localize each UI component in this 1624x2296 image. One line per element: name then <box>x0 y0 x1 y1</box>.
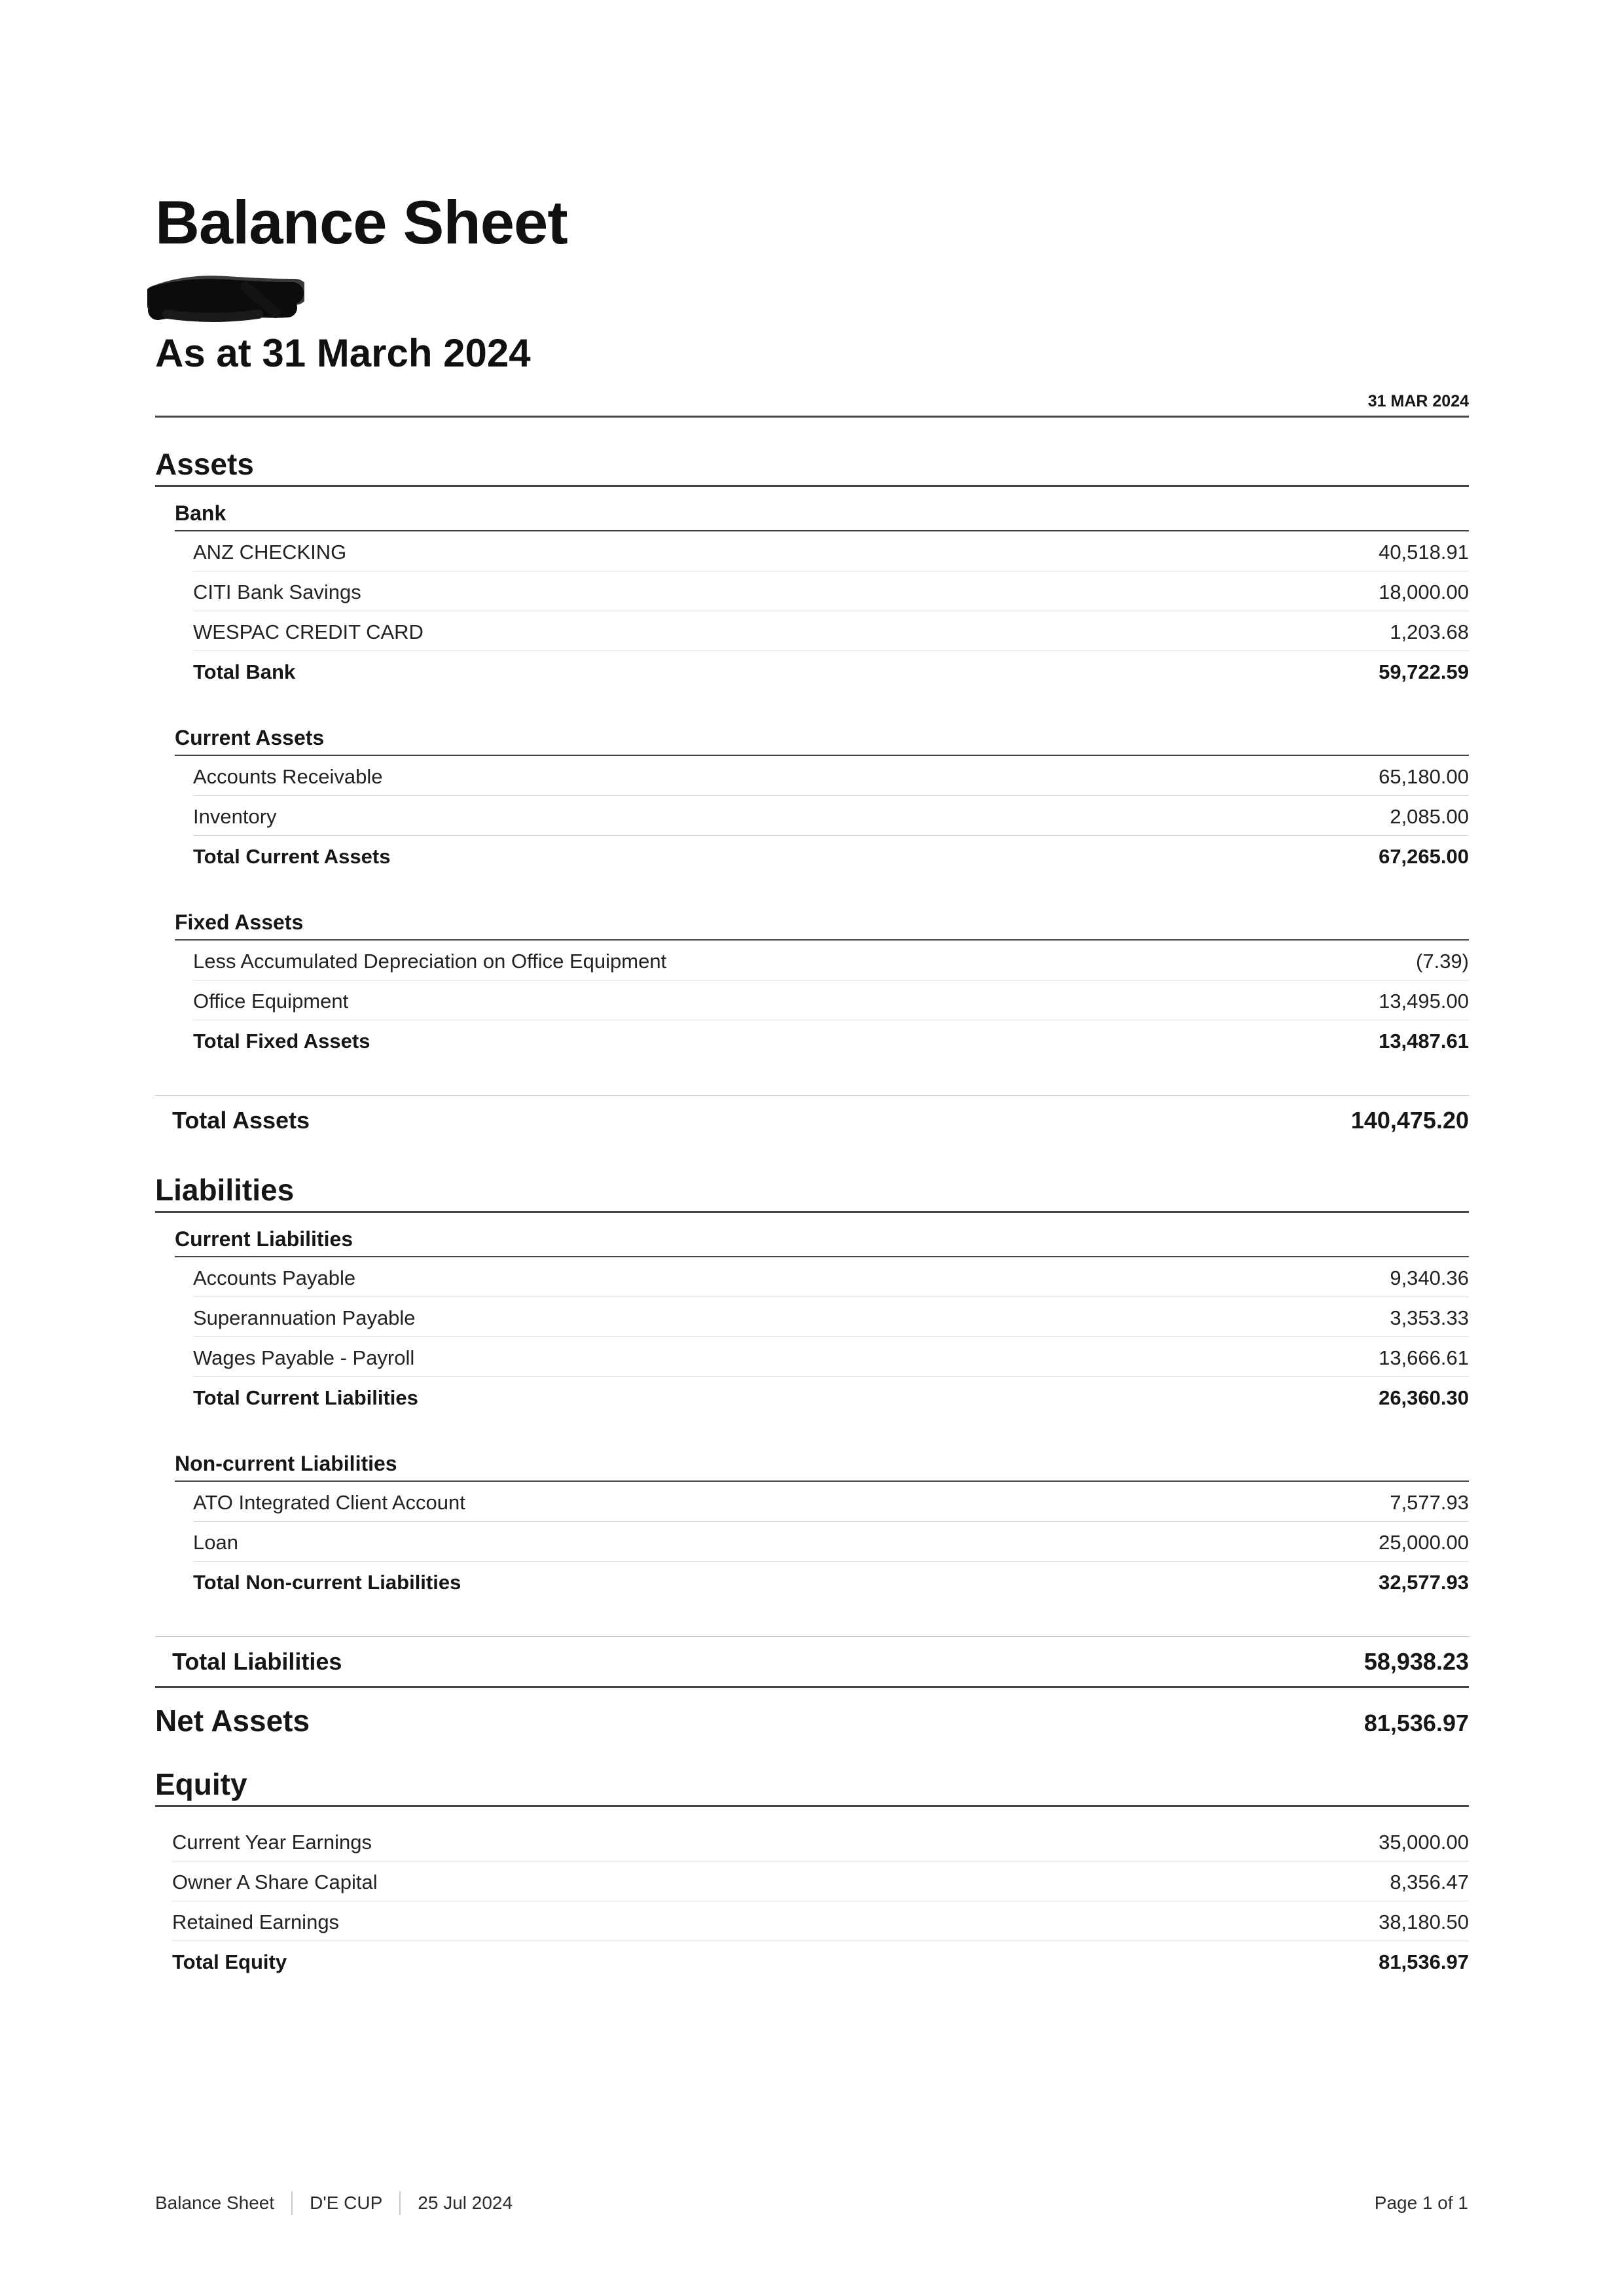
group-heading-bank: Bank <box>175 501 1469 531</box>
footer-date: 25 Jul 2024 <box>418 2193 513 2213</box>
footer-page-number: Page 1 of 1 <box>1374 2193 1468 2213</box>
report-title: Balance Sheet <box>155 188 568 257</box>
group-total-row <box>193 836 1469 875</box>
section-heading-liabilities: Liabilities <box>155 1174 1469 1213</box>
account-label: Wages Payable - Payroll <box>193 1346 415 1369</box>
account-row <box>193 1337 1469 1377</box>
account-label: Loan <box>193 1531 238 1554</box>
footer-report-name: Balance Sheet <box>155 2193 275 2213</box>
account-value: 7,577.93 <box>1390 1491 1469 1514</box>
group-heading-current-assets: Current Assets <box>175 726 1469 756</box>
account-value: 18,000.00 <box>1379 581 1469 603</box>
account-value: 2,085.00 <box>1390 805 1469 828</box>
account-value: 38,180.50 <box>1379 1910 1469 1933</box>
section-heading-assets: Assets <box>155 448 1469 487</box>
group-total-value: 32,577.93 <box>1379 1571 1469 1594</box>
account-label: ANZ CHECKING <box>193 541 347 564</box>
footer-company: D'E CUP <box>310 2193 383 2213</box>
page-footer <box>155 2191 1468 2215</box>
net-assets-value: 81,536.97 <box>1363 1710 1469 1736</box>
group-total-label: Total Current Liabilities <box>193 1386 418 1409</box>
total-equity-row <box>172 1941 1469 1981</box>
account-row <box>193 571 1469 611</box>
net-assets-label: Net Assets <box>155 1704 310 1738</box>
account-value: 25,000.00 <box>1379 1531 1469 1554</box>
account-row <box>193 1522 1469 1562</box>
section-liabilities <box>155 1174 1469 1685</box>
account-label: Current Year Earnings <box>172 1831 372 1854</box>
account-value: 3,353.33 <box>1390 1306 1469 1329</box>
account-value: 13,666.61 <box>1379 1346 1469 1369</box>
section-heading-equity: Equity <box>155 1768 1469 1807</box>
account-label: Superannuation Payable <box>193 1306 416 1329</box>
group-total-label: Total Equity <box>172 1950 287 1973</box>
account-row <box>193 756 1469 796</box>
account-row <box>193 531 1469 571</box>
group-non-current-liabilities <box>155 1452 1469 1601</box>
group-fixed-assets <box>155 910 1469 1060</box>
document-body <box>155 0 1469 2016</box>
account-value: (7.39) <box>1416 950 1469 973</box>
group-total-value: 67,265.00 <box>1379 845 1469 868</box>
account-label: Owner A Share Capital <box>172 1871 378 1893</box>
group-total-row <box>193 1020 1469 1060</box>
redacted-company-name <box>147 274 304 326</box>
group-total-row <box>193 1377 1469 1416</box>
section-equity <box>155 1768 1469 1981</box>
account-row <box>193 1257 1469 1297</box>
group-bank <box>155 501 1469 691</box>
total-liabilities-row <box>155 1636 1469 1685</box>
account-label: Accounts Payable <box>193 1266 356 1289</box>
account-value: 40,518.91 <box>1379 541 1469 564</box>
account-row <box>172 1861 1469 1901</box>
group-total-row <box>193 651 1469 691</box>
account-value: 8,356.47 <box>1390 1871 1469 1893</box>
section-total-value: 140,475.20 <box>1350 1107 1469 1134</box>
account-label: ATO Integrated Client Account <box>193 1491 465 1514</box>
group-total-value: 13,487.61 <box>1379 1030 1469 1052</box>
account-row <box>172 1821 1469 1861</box>
section-total-label: Total Liabilities <box>172 1648 342 1675</box>
group-heading-non-current-liabilities: Non-current Liabilities <box>175 1452 1469 1482</box>
account-value: 65,180.00 <box>1379 765 1469 788</box>
account-row <box>193 1297 1469 1337</box>
group-total-value: 59,722.59 <box>1379 660 1469 683</box>
group-total-value: 26,360.30 <box>1379 1386 1469 1409</box>
group-heading-current-liabilities: Current Liabilities <box>175 1227 1469 1257</box>
account-value: 13,495.00 <box>1379 990 1469 1013</box>
group-total-label: Total Bank <box>193 660 296 683</box>
report-subtitle: As at 31 March 2024 <box>155 331 531 375</box>
account-row <box>193 796 1469 836</box>
group-heading-fixed-assets: Fixed Assets <box>175 910 1469 941</box>
account-label: Office Equipment <box>193 990 349 1013</box>
account-label: Retained Earnings <box>172 1910 340 1933</box>
footer-separator <box>291 2191 293 2215</box>
account-value: 9,340.36 <box>1390 1266 1469 1289</box>
account-row <box>193 941 1469 980</box>
total-assets-row <box>155 1095 1469 1143</box>
account-label: WESPAC CREDIT CARD <box>193 620 424 643</box>
footer-left <box>155 2191 513 2215</box>
account-row <box>193 980 1469 1020</box>
group-current-assets <box>155 726 1469 875</box>
account-row <box>193 1482 1469 1522</box>
account-label: Less Accumulated Depreciation on Office Equipment <box>193 950 667 973</box>
section-total-value: 58,938.23 <box>1363 1648 1469 1675</box>
account-value: 1,203.68 <box>1390 620 1469 643</box>
group-total-value: 81,536.97 <box>1379 1950 1469 1973</box>
account-label: CITI Bank Savings <box>193 581 361 603</box>
group-total-label: Total Fixed Assets <box>193 1030 370 1052</box>
account-label: Inventory <box>193 805 277 828</box>
group-current-liabilities <box>155 1227 1469 1416</box>
group-total-label: Total Current Assets <box>193 845 391 868</box>
section-total-label: Total Assets <box>172 1107 310 1134</box>
column-header-date: 31 MAR 2024 <box>155 391 1469 418</box>
account-row <box>193 611 1469 651</box>
account-row <box>172 1901 1469 1941</box>
account-value: 35,000.00 <box>1379 1831 1469 1854</box>
group-equity <box>155 1821 1469 1981</box>
footer-separator <box>399 2191 401 2215</box>
group-total-label: Total Non-current Liabilities <box>193 1571 461 1594</box>
account-label: Accounts Receivable <box>193 765 383 788</box>
group-total-row <box>193 1562 1469 1601</box>
section-assets <box>155 448 1469 1143</box>
net-assets-row <box>155 1686 1469 1738</box>
